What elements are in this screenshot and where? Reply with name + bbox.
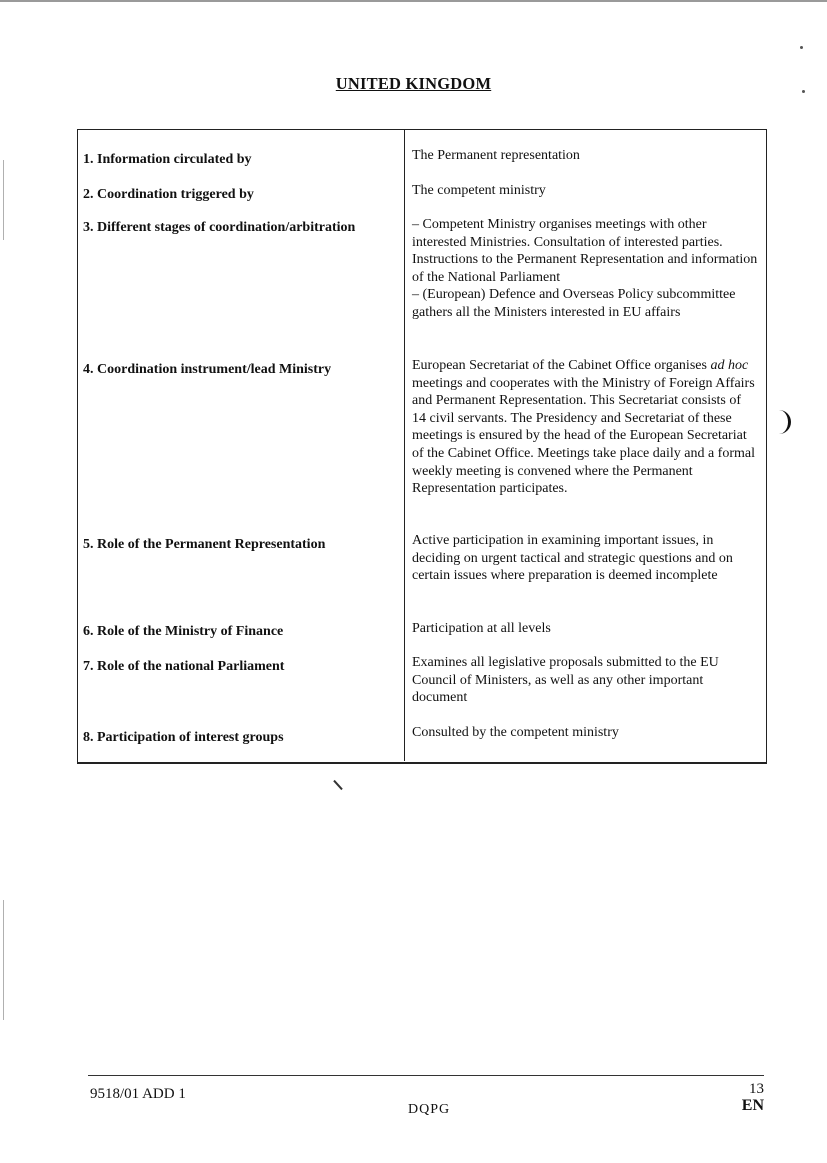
- scan-left-mark: [3, 160, 4, 240]
- row-label-coordination-instrument: 4. Coordination instrument/lead Ministry: [83, 362, 332, 377]
- table-column-divider: [404, 129, 405, 761]
- row-label-coordination-stages: 3. Different stages of coordination/arbitration: [83, 220, 356, 235]
- value-text: Participation at all levels: [412, 621, 551, 636]
- scan-artifact-bracket: [778, 410, 791, 434]
- department-code: DQPG: [408, 1102, 451, 1117]
- row-value-coordination-triggered: [412, 182, 758, 200]
- scan-artifact-tick: [333, 780, 343, 790]
- row-value-coordination-instrument: [412, 357, 758, 498]
- scan-top-edge: [0, 0, 827, 2]
- row-value-permanent-representation: [412, 532, 758, 585]
- value-text: Examines all legislative proposals submitted to the EU Council of Ministers, as well as any other important document: [412, 655, 719, 706]
- value-text: Active participation in examining important issues, in deciding on urgent tactical and strategic questions and on certain issues where preparation is deemed incomplete: [412, 533, 733, 584]
- page-title: UNITED KINGDOM: [335, 74, 492, 93]
- row-value-ministry-of-finance: [412, 620, 758, 638]
- row-value-information-circulated: [412, 147, 758, 165]
- language-code: EN: [741, 1097, 764, 1114]
- row-label-interest-groups: 8. Participation of interest groups: [83, 730, 284, 745]
- page-number: 13: [749, 1081, 764, 1097]
- row-label-national-parliament: 7. Role of the national Parliament: [83, 659, 285, 674]
- footer-rule: [88, 1075, 764, 1076]
- row-value-interest-groups: [412, 724, 758, 742]
- row-value-coordination-stages: [412, 216, 758, 322]
- scan-speck: [800, 46, 803, 49]
- row-label-information-circulated: 1. Information circulated by: [83, 152, 252, 167]
- scan-speck: [802, 90, 805, 93]
- value-text: – (European) Defence and Overseas Policy subcommittee gathers all the Ministers interested in EU affairs: [412, 287, 736, 320]
- value-text: Consulted by the competent ministry: [412, 725, 619, 740]
- scan-left-mark: [3, 900, 4, 1020]
- row-label-permanent-representation: 5. Role of the Permanent Representation: [83, 537, 326, 552]
- document-reference: 9518/01 ADD 1: [90, 1086, 186, 1102]
- row-label-coordination-triggered: 2. Coordination triggered by: [83, 187, 254, 202]
- row-value-national-parliament: [412, 654, 758, 707]
- value-text: The competent ministry: [412, 183, 546, 198]
- value-text: – Competent Ministry organises meetings with other interested Ministries. Consultation of interested parties. Instructions to the Permanent Representation and information of the National Parliament: [412, 217, 758, 285]
- row-label-ministry-of-finance: 6. Role of the Ministry of Finance: [83, 624, 284, 639]
- value-text: The Permanent representation: [412, 148, 580, 163]
- value-text: European Secretariat of the Cabinet Office organises ad hoc meetings and cooperates with the Ministry of Foreign Affairs and Permanent Representation. This Secretariat consists of 14 civil servants. The Presidency and Secretariat of these meetings is ensured by the head of the European Secretariat of the Cabinet Office. Meetings take place daily and a formal weekly meeting is convened where the Permanent Representation participates.: [412, 358, 755, 497]
